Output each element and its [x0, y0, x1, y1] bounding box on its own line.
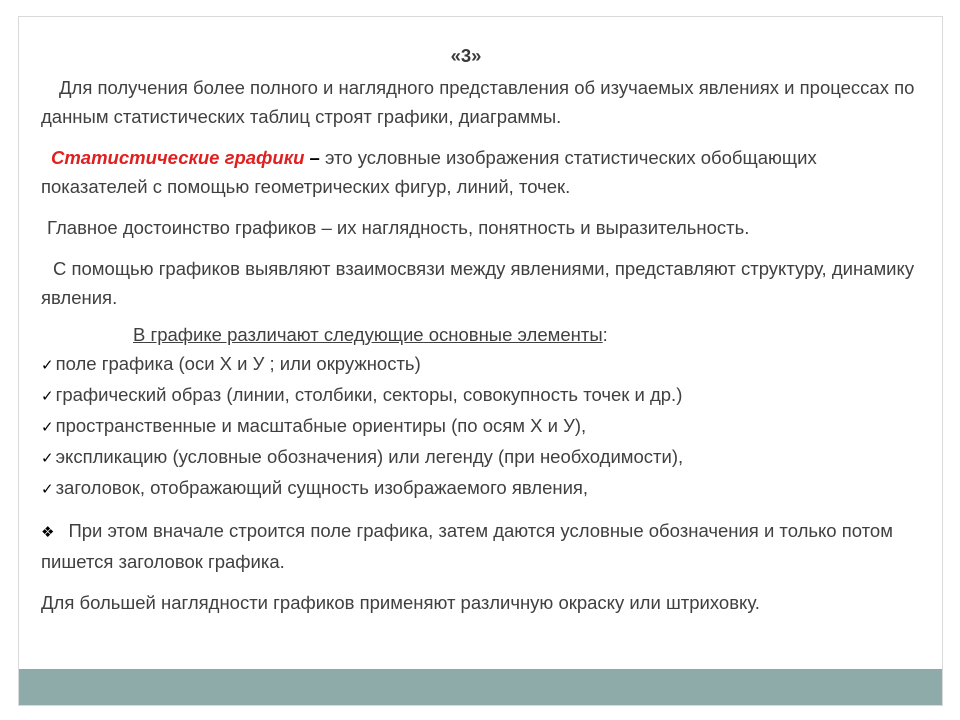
list-item-text: пространственные и масштабные ориентиры (по осям Х и У), [55, 415, 587, 436]
list-item-text: заголовок, отображающий сущность изображаемого явления, [55, 477, 589, 498]
slide-title: «3» [450, 45, 482, 66]
order-note-text: При этом вначале строится поле графика, затем даются условные обозначения и только потом пишется заголовок графика. [41, 520, 893, 572]
closing-text: Для большей наглядности графиков применяют различную окраску или штриховку. [41, 592, 760, 613]
elements-heading-text: В графике различают следующие основные элементы [133, 324, 603, 345]
definition-text: это условные изображения статистических обобщающих показателей с помощью геометрических фигур, линий, точек. [41, 147, 817, 197]
list-item-text: экспликацию (условные обозначения) или легенду (при необходимости), [55, 446, 684, 467]
definition-paragraph [41, 143, 921, 201]
check-icon: ✓ [41, 418, 54, 436]
advantage-paragraph [41, 213, 921, 242]
check-icon: ✓ [41, 387, 54, 405]
intro-text: Для получения более полного и наглядного представления об изучаемых явлениях и процессах по данным статистических таблиц строят графики, диаграммы. [41, 77, 915, 127]
list-item [41, 411, 921, 442]
list-item [41, 473, 921, 504]
list-item-text: графический образ (линии, столбики, секторы, совокупность точек и др.) [55, 384, 683, 405]
check-icon: ✓ [41, 356, 54, 374]
order-note-paragraph [41, 516, 921, 576]
bottom-accent-bar [19, 669, 942, 705]
definition-dash: – [309, 147, 320, 168]
check-icon: ✓ [41, 480, 54, 498]
list-item [41, 380, 921, 411]
elements-list [41, 349, 921, 504]
list-item [41, 349, 921, 380]
elements-heading [41, 320, 921, 349]
purpose-paragraph [41, 254, 921, 312]
purpose-text: С помощью графиков выявляют взаимосвязи между явлениями, представляют структуру, динамику явления. [41, 258, 915, 308]
intro-paragraph [41, 73, 921, 131]
diamond-bullet-icon: ❖ [41, 523, 55, 541]
definition-term: Статистические графики [51, 147, 305, 168]
slide-content [41, 41, 921, 617]
advantage-text: Главное достоинство графиков – их наглядность, понятность и выразительность. [47, 217, 750, 238]
slide-frame [18, 16, 943, 706]
list-item-text: поле графика (оси Х и У ; или окружность) [55, 353, 421, 374]
closing-paragraph [41, 588, 921, 617]
list-item [41, 442, 921, 473]
elements-heading-colon: : [602, 324, 608, 345]
check-icon: ✓ [41, 449, 54, 467]
